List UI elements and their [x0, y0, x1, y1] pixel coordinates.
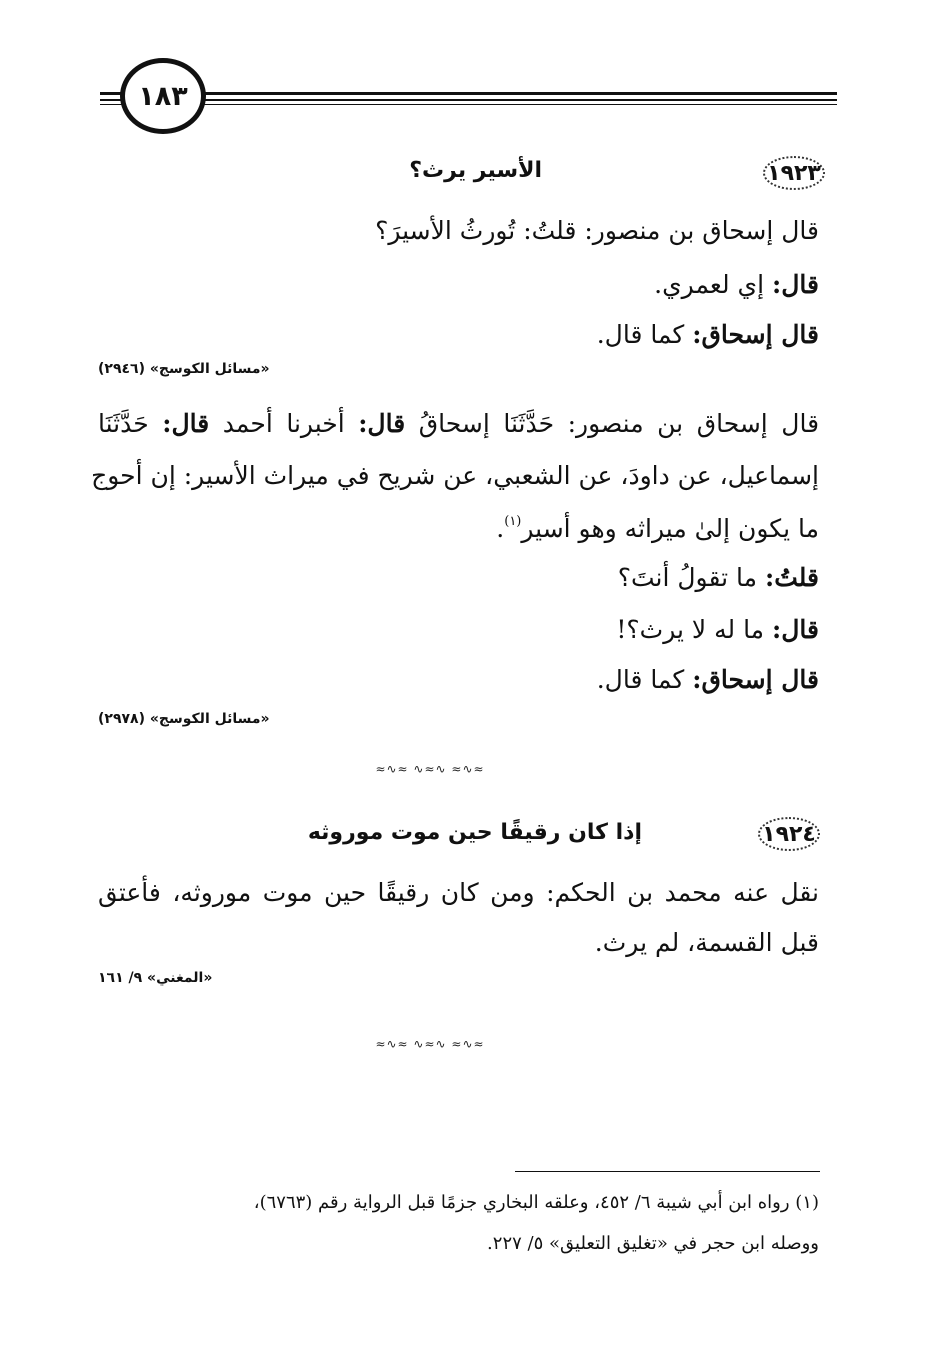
- footnote-marker[interactable]: (١): [504, 514, 522, 529]
- text-line-content: قبل القسمة، لم يرث.: [594, 928, 819, 957]
- source-reference: «مسائل الكوسج» (٢٩٤٦): [98, 361, 270, 377]
- text-line-content: كما قال.: [596, 320, 685, 349]
- speaker-label: قال:: [358, 409, 406, 438]
- text-line: [618, 565, 819, 590]
- section-divider-ornament: ≈∿≈ ∿≈∿ ≈∿≈: [375, 1037, 485, 1051]
- speaker-label: قال:: [772, 615, 819, 644]
- text-line: [98, 411, 819, 436]
- speaker-label: قال إسحاق:: [692, 665, 819, 694]
- speaker-label: قال:: [162, 409, 210, 438]
- text-line: [597, 667, 819, 692]
- text-line-content: نقل عنه محمد بن الحكم: ومن كان رقيقًا حين موت موروثه، فأعتق: [98, 878, 819, 907]
- text-line: [654, 272, 819, 297]
- text-line-content: ما تقولُ أنتَ؟: [617, 563, 758, 592]
- speaker-label: قلتُ:: [764, 563, 819, 592]
- text-line-content: أخبرنا أحمد: [222, 409, 345, 438]
- section-number-badge: [758, 817, 820, 851]
- section-number: ١٩٢٣: [767, 160, 821, 186]
- footnote-separator: [515, 1171, 820, 1172]
- text-line: [98, 880, 819, 905]
- text-line-content: ما يكون إلىٰ ميراثه وهو أسير: [521, 514, 819, 543]
- text-line-content: حَدَّثَنَا: [98, 409, 149, 438]
- section-divider-ornament: ≈∿≈ ∿≈∿ ≈∿≈: [375, 762, 485, 776]
- speaker-label: قال إسحاق:: [692, 320, 819, 349]
- header-rule: [100, 104, 837, 105]
- header-rule: [100, 92, 837, 95]
- text-line-content: كما قال.: [596, 665, 685, 694]
- section-title: إذا كان رقيقًا حين موت موروثه: [307, 820, 642, 845]
- speaker-label: قال:: [772, 270, 819, 299]
- page-number: [120, 58, 206, 134]
- source-reference: «مسائل الكوسج» (٢٩٧٨): [98, 711, 270, 727]
- text-line: [91, 461, 819, 490]
- page-number-text: ١٨٣: [138, 80, 188, 112]
- text-line: [375, 218, 819, 243]
- section-number-badge: [763, 156, 825, 190]
- text-line-content: قال إسحاق بن منصور: حَدَّثَنَا إسحاقُ: [418, 409, 820, 438]
- text-line-end: .: [496, 514, 505, 543]
- text-line: [496, 515, 819, 541]
- source-reference: «المغني» ٩/ ١٦١: [98, 970, 213, 986]
- text-line-content: إي لعمري.: [654, 270, 765, 299]
- text-line: [595, 930, 819, 955]
- text-line: [616, 617, 819, 642]
- footnote-line: (١) رواه ابن أبي شيبة ٦/ ٤٥٢، وعلقه البخاري جزمًا قبل الرواية رقم (٦٧٦٣)،: [253, 1192, 819, 1213]
- header-rule: [100, 99, 837, 101]
- text-line-content: قال إسحاق بن منصور: قلتُ: تُورثُ الأسيرَ؟: [375, 216, 819, 245]
- text-line-content: إسماعيل، عن داودَ، عن الشعبي، عن شريح في ميراث الأسير: إن أحوج: [91, 461, 819, 490]
- text-line-content: ما له لا يرث؟!: [616, 615, 765, 644]
- section-number: ١٩٢٤: [762, 821, 816, 847]
- text-line: [597, 322, 819, 347]
- section-title: الأسير يرث؟: [409, 158, 542, 183]
- footnote-line: ووصله ابن حجر في «تغليق التعليق» ٥/ ٢٢٧.: [487, 1233, 819, 1254]
